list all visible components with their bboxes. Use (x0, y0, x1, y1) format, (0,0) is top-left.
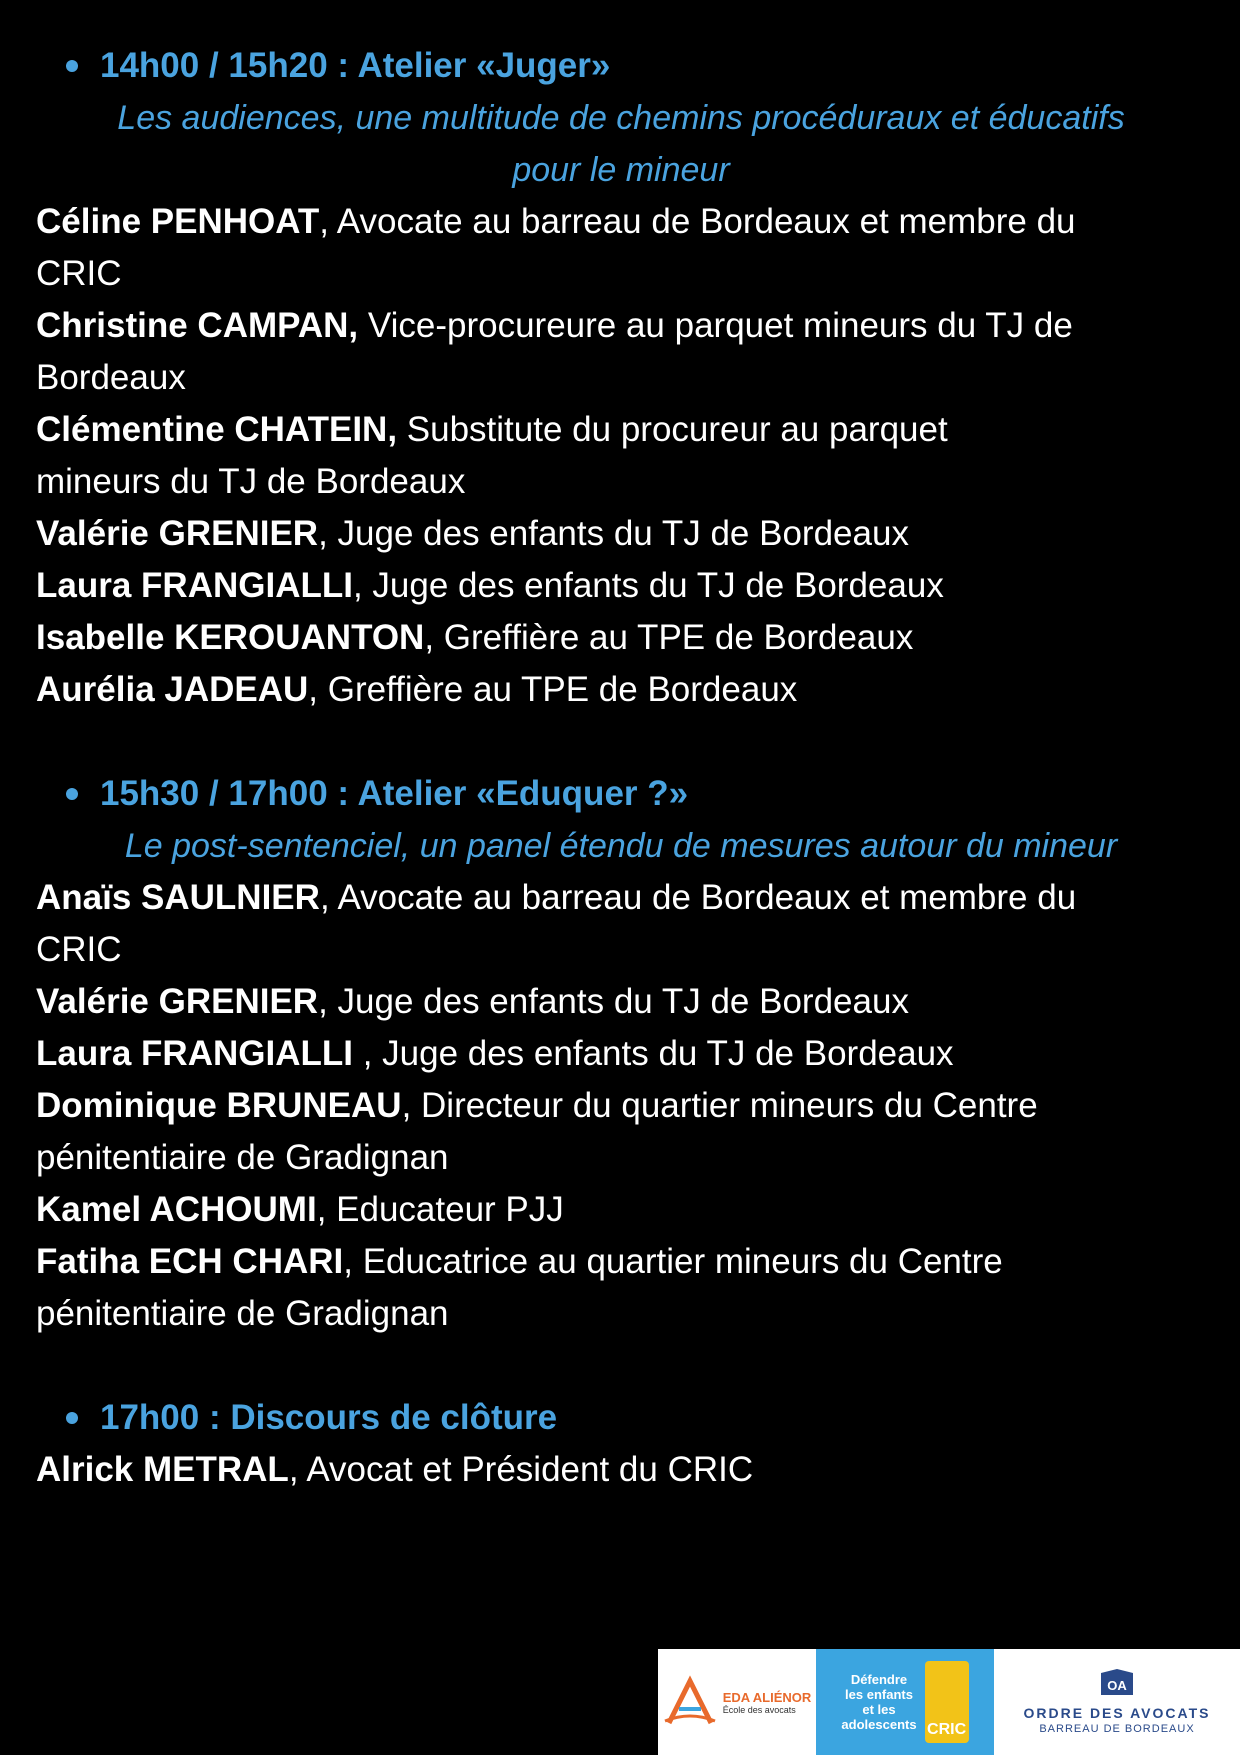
eda-name: EDA ALIÉNOR (722, 1689, 812, 1705)
ordre-sub: BARREAU DE BORDEAUX (1039, 1723, 1195, 1735)
section-title: 15h30 / 17h00 : Atelier «Eduquer ?» (66, 768, 1206, 820)
speaker: Kamel ACHOUMI, Educateur PJJ (36, 1190, 564, 1229)
eda-a-icon (663, 1675, 717, 1729)
speaker: Isabelle KEROUANTON, Greffière au TPE de Bordeaux (36, 618, 914, 657)
section-title: 14h00 / 15h20 : Atelier «Juger» (66, 40, 1206, 92)
section-eduquer (36, 768, 1206, 1340)
eda-sub: École des avocats (722, 1704, 796, 1715)
speaker: Alrick METRAL, Avocat et Président du CRIC (36, 1450, 754, 1489)
bullet-icon (66, 60, 78, 72)
section-subtitle: Le post-sentenciel, un panel étendu de mesures autour du mineur (124, 827, 1118, 865)
speaker: Laura FRANGIALLI , Juge des enfants du TJ de Bordeaux (36, 1034, 954, 1073)
cric-logo: Défendre les enfants et les adolescents CRIC (816, 1649, 994, 1755)
speaker: Anaïs SAULNIER, Avocate au barreau de Bordeaux et membre du CRIC (36, 878, 1077, 969)
ordre-avocats-logo (994, 1649, 1240, 1755)
ordre-title: ORDRE DES AVOCATS (1023, 1705, 1211, 1721)
speaker: Clémentine CHATEIN, Substitute du procureur au parquet mineurs du TJ de Bordeaux (36, 410, 948, 501)
footer-logos (658, 1649, 1240, 1755)
eda-alienor-logo (658, 1649, 816, 1755)
speaker: Céline PENHOAT, Avocate au barreau de Bordeaux et membre du CRIC (36, 202, 1076, 293)
section-juger (36, 40, 1206, 716)
section-cloture (36, 1392, 1206, 1496)
svg-text:OA: OA (1107, 1678, 1127, 1693)
speaker: Dominique BRUNEAU, Directeur du quartier mineurs du Centre pénitentiaire de Gradignan (36, 1086, 1038, 1177)
cric-badge: CRIC (925, 1661, 969, 1743)
speaker: Christine CAMPAN, Vice-procureure au parquet mineurs du TJ de Bordeaux (36, 306, 1073, 397)
bullet-icon (66, 788, 78, 800)
speaker: Laura FRANGIALLI, Juge des enfants du TJ de Bordeaux (36, 566, 944, 605)
speaker: Valérie GRENIER, Juge des enfants du TJ de Bordeaux (36, 982, 909, 1021)
speaker: Fatiha ECH CHARI, Educatrice au quartier mineurs du Centre pénitentiaire de Gradignan (36, 1242, 1003, 1333)
speaker: Aurélia JADEAU, Greffière au TPE de Bordeaux (36, 670, 798, 709)
section-title: 17h00 : Discours de clôture (66, 1392, 1206, 1444)
program-content (36, 40, 1206, 1496)
ordre-oa-icon (1097, 1669, 1137, 1699)
speaker: Valérie GRENIER, Juge des enfants du TJ de Bordeaux (36, 514, 909, 553)
bullet-icon (66, 1412, 78, 1424)
section-subtitle: Les audiences, une multitude de chemins procéduraux et éducatifs pour le mineur (117, 99, 1125, 189)
